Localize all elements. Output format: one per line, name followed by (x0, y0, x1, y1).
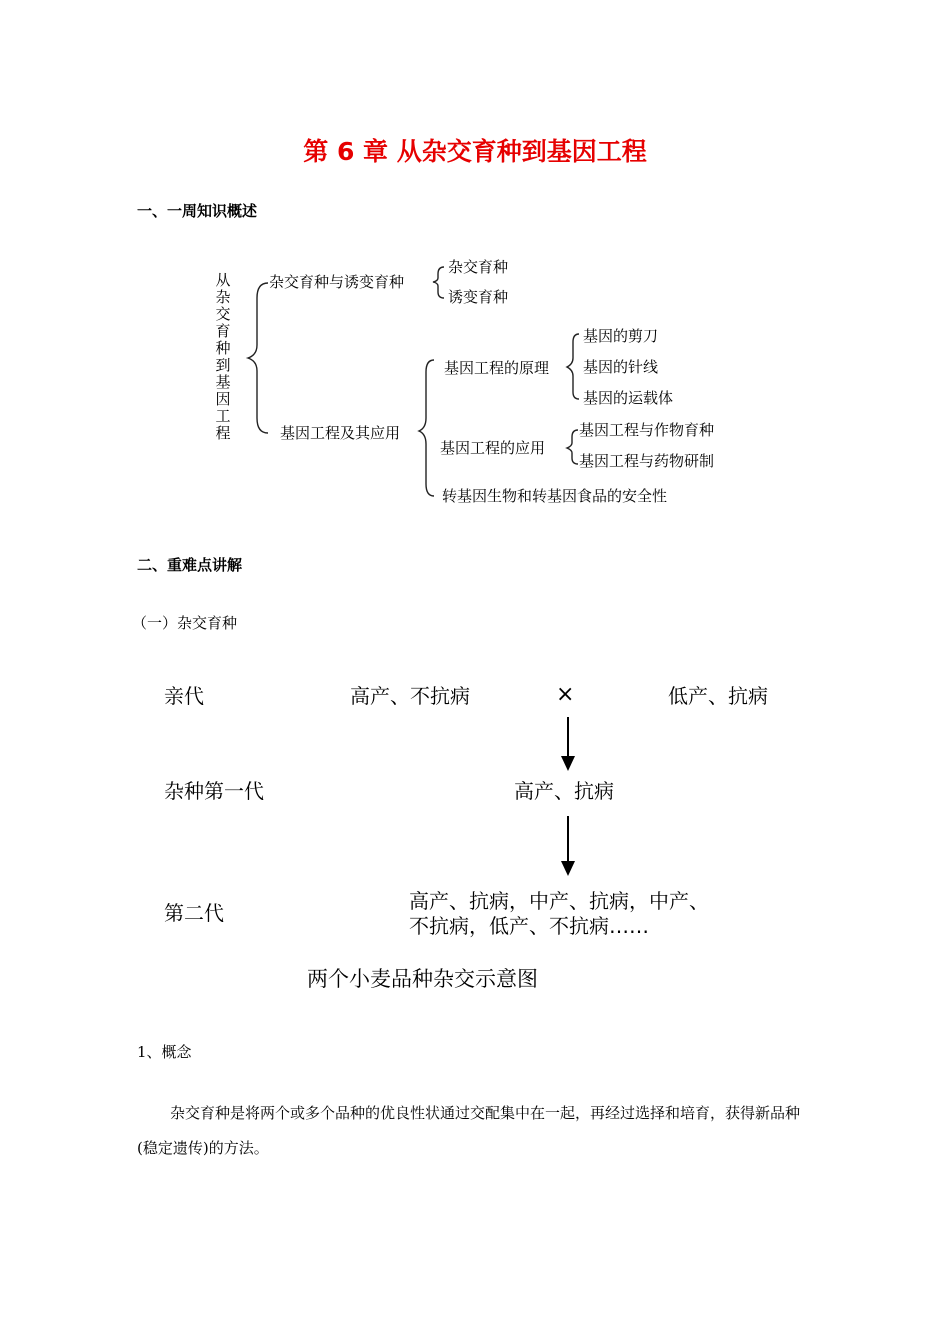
f2-line-1: 高产、抗病，中产、抗病，中产、 (409, 889, 709, 913)
label-f1: 杂种第一代 (164, 779, 264, 803)
page-title: 第 6 章 从杂交育种到基因工程 (303, 137, 647, 166)
diagram-caption: 两个小麦品种杂交示意图 (307, 967, 538, 991)
tree-item-application: 基因工程的应用 (440, 439, 546, 457)
principle-brace (567, 334, 579, 399)
section-heading-key-points: 二、重难点讲解 (137, 556, 243, 574)
f1-high-yield-resistant: 高产、抗病 (514, 779, 614, 803)
arrow-head-2 (561, 861, 575, 876)
tree-branch-breeding: 杂交育种与诱变育种 (269, 273, 405, 291)
branch2-brace (419, 360, 434, 496)
tree-item-crop-breeding: 基因工程与作物育种 (579, 421, 715, 439)
arrow-head-1 (561, 756, 575, 771)
concept-paragraph: 杂交育种是将两个或多个品种的优良性状通过交配集中在一起，再经过选择和培育，获得新品种(稳定遗传)的方法。 (137, 1104, 801, 1157)
cross-arrows (137, 668, 827, 998)
section-heading-overview: 一、一周知识概述 (137, 202, 258, 220)
knowledge-tree (200, 250, 760, 520)
wheat-cross-diagram (137, 668, 827, 998)
label-f2: 第二代 (164, 901, 224, 925)
label-parents: 亲代 (164, 684, 204, 708)
tree-item-scissors: 基因的剪刀 (583, 327, 659, 345)
tree-item-vector: 基因的运载体 (583, 389, 674, 407)
concept-heading: 1、概念 (137, 1043, 192, 1061)
cross-symbol: × (556, 682, 575, 707)
application-brace (567, 430, 578, 464)
f2-line-2: 不抗病，低产、不抗病…… (409, 914, 649, 938)
tree-item-principle: 基因工程的原理 (444, 359, 550, 377)
tree-item-mutation-breeding: 诱变育种 (448, 288, 509, 306)
tree-root-vertical: 从 杂 交 育 种 到 基 因 工 程 (215, 271, 231, 442)
tree-item-needle-thread: 基因的针线 (583, 358, 659, 376)
root-brace (248, 283, 268, 433)
parent-low-yield-resistant: 低产、抗病 (668, 684, 768, 708)
branch1-brace (433, 267, 444, 298)
tree-item-hybrid-breeding: 杂交育种 (448, 258, 509, 276)
tree-item-drug-development: 基因工程与药物研制 (579, 452, 715, 470)
tree-branch-genetic-engineering: 基因工程及其应用 (280, 424, 401, 442)
tree-item-safety: 转基因生物和转基因食品的安全性 (442, 487, 668, 505)
subsection-heading-hybrid-breeding: （一）杂交育种 (132, 614, 238, 632)
parent-high-yield-non-resistant: 高产、不抗病 (350, 684, 470, 708)
